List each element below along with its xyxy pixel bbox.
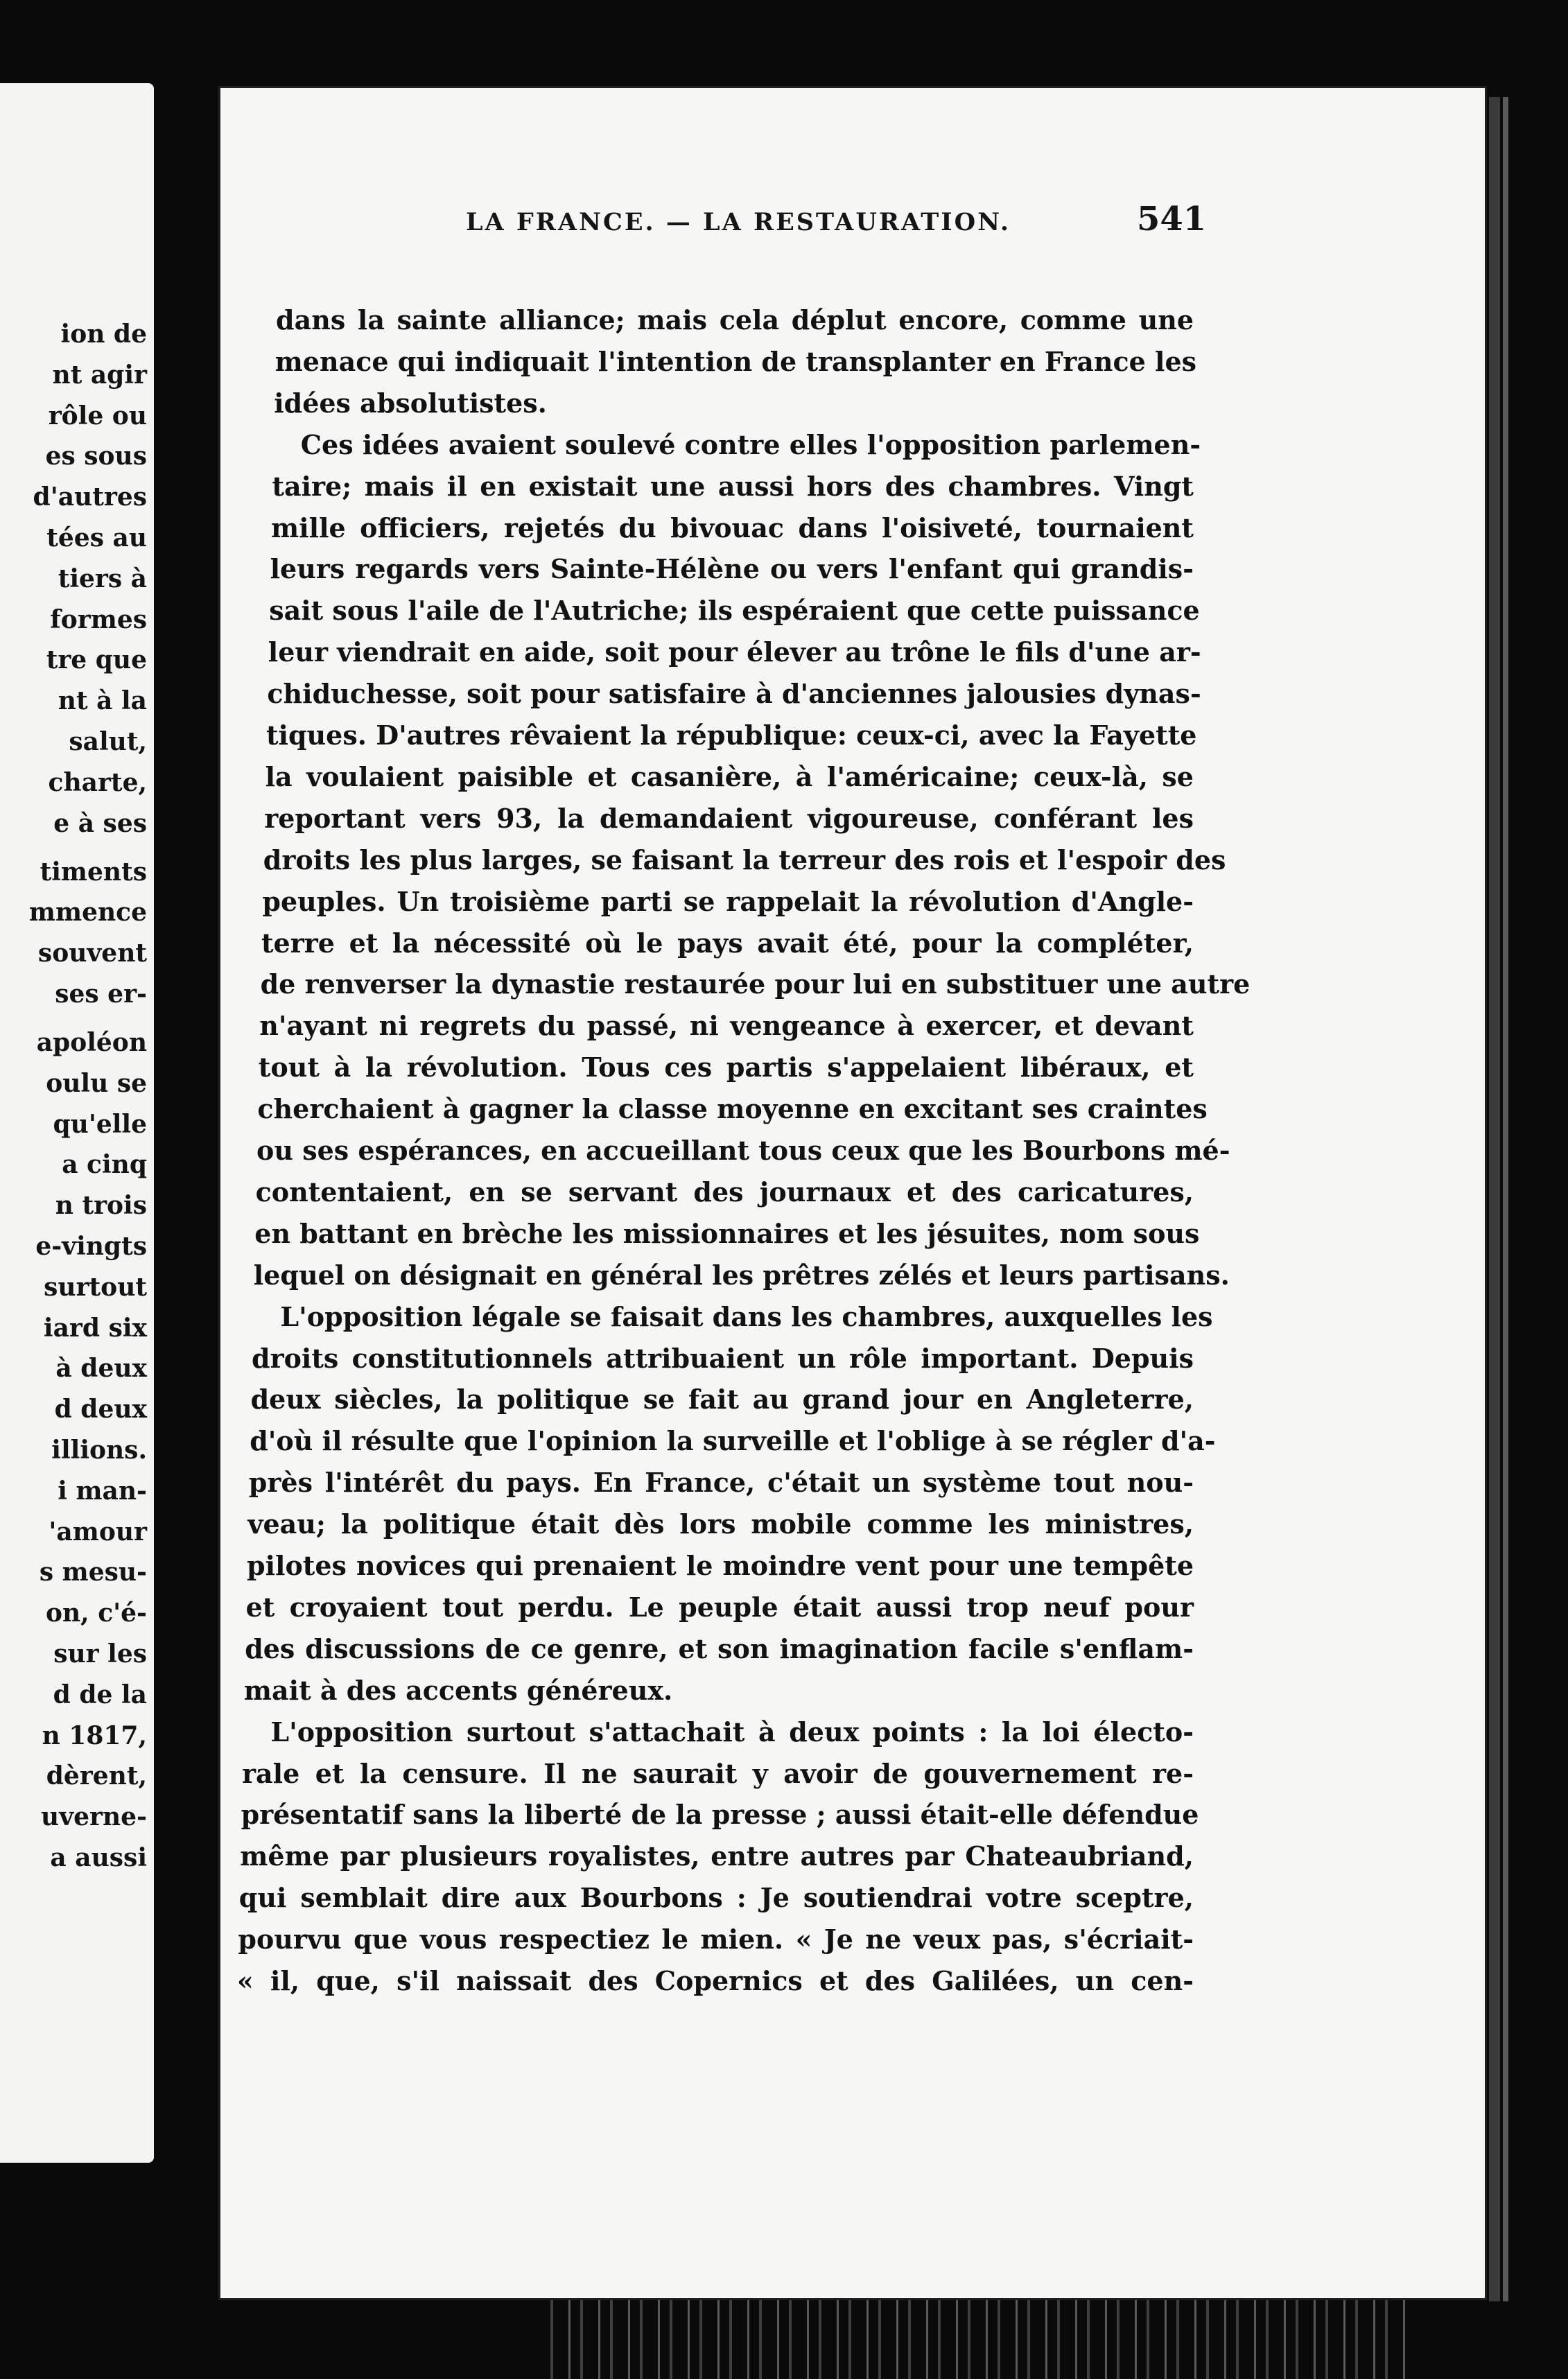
left-page-line: a aussi <box>50 1842 147 1872</box>
left-page-line: tre que <box>46 645 147 675</box>
left-facing-page <box>0 83 154 2163</box>
left-page-text <box>29 314 147 1879</box>
body-line: qui semblait dire aux Bourbons : Je soutiendrai votre sceptre, <box>238 1882 1194 1914</box>
left-page-line: illions. <box>51 1435 147 1465</box>
body-line: L'opposition légale se faisait dans les chambres, auxquelles les <box>280 1300 1213 1332</box>
body-line: veau; la politique était dès lors mobile comme les ministres, <box>247 1508 1194 1540</box>
body-line: droits les plus larges, se faisant la terreur des rois et l'espoir des <box>263 844 1226 875</box>
body-line: rale et la censure. Il ne saurait y avoir de gouvernement re- <box>242 1757 1194 1789</box>
left-page-line: n trois <box>55 1191 147 1221</box>
left-page-line: ion de <box>60 320 147 349</box>
page-edge <box>1489 97 1500 2301</box>
page-number: 541 <box>1137 200 1207 238</box>
left-page-line: n 1817, <box>42 1720 147 1750</box>
body-line: leurs regards vers Sainte-Hélène ou vers l'enfant qui grandis- <box>270 553 1194 585</box>
left-page-line: apoléon <box>36 1027 147 1057</box>
body-line: contentaient, en se servant des journaux et des caricatures, <box>255 1176 1194 1208</box>
running-head: LA FRANCE. — LA RESTAURATION. <box>465 208 1011 236</box>
body-line: pilotes novices qui prenaient le moindre vent pour une tempête <box>247 1550 1194 1581</box>
body-line: et croyaient tout perdu. Le peuple était aussi trop neuf pour <box>245 1591 1194 1623</box>
scan-noise <box>541 2300 1414 2379</box>
body-line: près l'intérêt du pays. En France, c'était un système tout nou- <box>248 1467 1194 1499</box>
left-page-line: iard six <box>43 1313 147 1343</box>
body-line: lequel on désignait en général les prêtres zélés et leurs partisans. <box>253 1259 1230 1291</box>
left-page-line: charte, <box>48 767 147 797</box>
page-edge-outer <box>1503 97 1508 2301</box>
body-line: dans la sainte alliance; mais cela déplut encore, comme une <box>276 304 1194 336</box>
left-page-line: i man- <box>58 1476 147 1506</box>
body-line: mait à des accents généreux. <box>243 1674 673 1706</box>
left-page-line: nt agir <box>52 360 147 390</box>
left-page-line: timents <box>40 857 147 887</box>
body-line: cherchaient à gagner la classe moyenne en excitant ses craintes <box>257 1093 1208 1125</box>
left-page-line: oulu se <box>46 1068 147 1098</box>
left-page-line: es sous <box>45 442 147 471</box>
body-line: tiques. D'autres rêvaient la république: ceux-ci, avec la Fayette <box>266 720 1197 751</box>
body-line: tout à la révolution. Tous ces partis s'appelaient libéraux, et <box>258 1052 1194 1083</box>
left-page-line: s mesu- <box>39 1558 147 1587</box>
body-line: même par plusieurs royalistes, entre autres par Chateaubriand, <box>240 1840 1194 1872</box>
left-page-line: qu'elle <box>53 1109 147 1139</box>
left-page-line: formes <box>50 604 147 634</box>
left-page-line: à deux <box>55 1354 147 1384</box>
left-page-line: tiers à <box>58 564 147 593</box>
left-page-line: on, c'é- <box>45 1598 147 1628</box>
body-line: d'où il résulte que l'opinion la surveille et l'oblige à se régler d'a- <box>250 1425 1216 1457</box>
body-line: leur viendrait en aide, soit pour élever au trône le fils d'une ar- <box>268 636 1201 668</box>
left-page-line: d'autres <box>33 482 147 512</box>
body-line: de renverser la dynastie restaurée pour lui en substituer une autre <box>260 968 1251 1000</box>
left-page-line: nt à la <box>58 686 147 716</box>
body-line: taire; mais il en existait une aussi hors des chambres. Vingt <box>272 470 1194 502</box>
body-line: idées absolutistes. <box>274 387 547 419</box>
body-line: ou ses espérances, en accueillant tous ceux que les Bourbons mé- <box>256 1135 1230 1166</box>
left-page-line: e-vingts <box>35 1231 147 1261</box>
body-line: des discussions de ce genre, et son imagination facile s'enflam- <box>245 1632 1194 1664</box>
body-line: L'opposition surtout s'attachait à deux points : la loi électo- <box>270 1716 1194 1748</box>
left-page-line: 'amour <box>49 1517 147 1546</box>
left-page-line: uverne- <box>41 1802 147 1832</box>
body-line: reportant vers 93, la demandaient vigoureuse, conférant les <box>264 802 1194 834</box>
body-line: présentatif sans la liberté de la presse ; aussi était-elle défendue <box>241 1799 1199 1831</box>
left-page-line: rôle ou <box>48 401 147 430</box>
body-line: « il, que, s'il naissait des Copernics et des Galilées, un cen- <box>237 1965 1194 1996</box>
body-line: la voulaient paisible et casanière, à l'américaine; ceux-là, se <box>265 760 1194 792</box>
body-line: Ces idées avaient soulevé contre elles l'opposition parlemen- <box>300 428 1201 460</box>
body-line: chiduchesse, soit pour satisfaire à d'anciennes jalousies dynas- <box>267 678 1201 710</box>
left-page-line: dèrent, <box>46 1761 147 1791</box>
body-line: peuples. Un troisième parti se rappelait la révolution d'Angle- <box>262 885 1194 917</box>
left-page-line: surtout <box>44 1272 147 1302</box>
left-page-line: d deux <box>54 1395 147 1424</box>
left-page-line: a cinq <box>62 1150 147 1180</box>
body-line: deux siècles, la politique se fait au grand jour en Angleterre, <box>250 1384 1194 1415</box>
body-line: n'ayant ni regrets du passé, ni vengeance à exercer, et devant <box>259 1010 1194 1042</box>
left-page-line: e à ses <box>53 808 147 838</box>
left-page-line: ses er- <box>55 979 147 1009</box>
body-line: pourvu que vous respectiez le mien. « Je ne veux pas, s'écriait- <box>238 1924 1194 1955</box>
body-line: sait sous l'aile de l'Autriche; ils espéraient que cette puissance <box>269 595 1200 627</box>
left-page-line: salut, <box>69 726 147 756</box>
left-page-line: sur les <box>53 1639 147 1668</box>
body-line: mille officiers, rejetés du bivouac dans l'oisiveté, tournaient <box>271 512 1194 543</box>
body-line: terre et la nécessité où le pays avait été, pour la compléter, <box>261 927 1194 959</box>
left-page-line: tées au <box>46 523 147 552</box>
body-line: en battant en brèche les missionnaires et les jésuites, nom sous <box>254 1217 1200 1249</box>
body-line: droits constitutionnels attribuaient un rôle important. Depuis <box>252 1342 1194 1374</box>
left-page-line: souvent <box>37 939 147 968</box>
body-line: menace qui indiquait l'intention de transplanter en France les <box>275 345 1197 377</box>
left-page-line: d de la <box>53 1680 147 1709</box>
left-page-line: mmence <box>28 898 147 927</box>
